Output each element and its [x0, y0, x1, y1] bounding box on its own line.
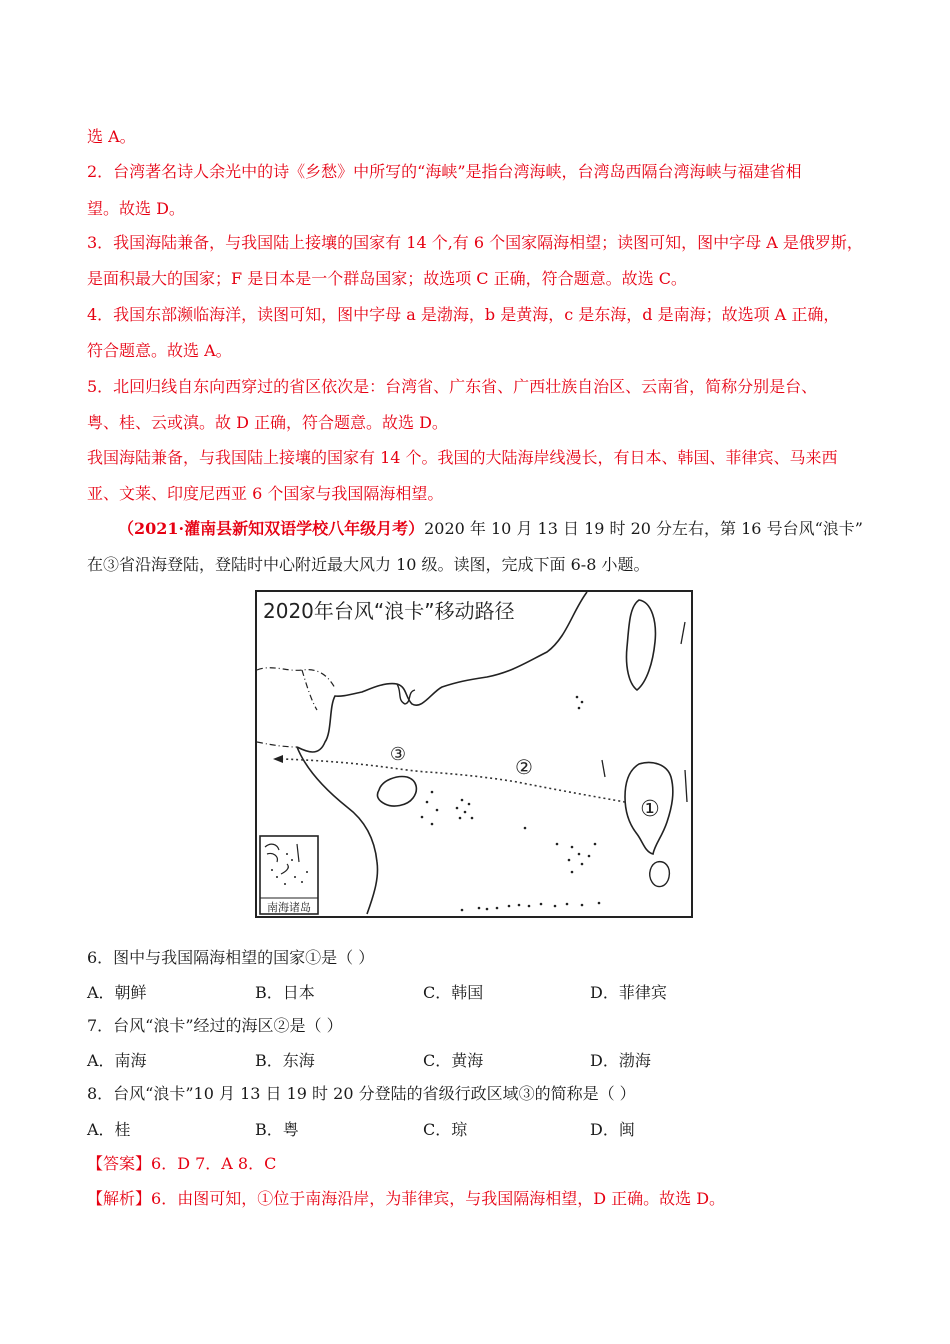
- question-6-stem: 6．图中与我国隔海相望的国家①是（ ）: [87, 948, 375, 967]
- q8-option-c: C．琼: [423, 1120, 468, 1139]
- q8-option-a: A．桂: [87, 1120, 131, 1139]
- answer-text-line: 符合题意。故选 A。: [87, 341, 232, 360]
- label-3: ③: [389, 744, 407, 765]
- border-line: [302, 670, 317, 710]
- q8-option-b: B．粤: [255, 1120, 299, 1139]
- answer-text-line: 亚、文莱、印度尼西亚 6 个国家与我国隔海相望。: [87, 484, 444, 503]
- intro-text-line2: 在③省沿海登陆，登陆时中心附近最大风力 10 级。读图，完成下面 6-8 小题。: [87, 555, 650, 574]
- intro-text: 2020 年 10 月 13 日 19 时 20 分左右，第 16 号台风“浪卡”: [424, 519, 863, 538]
- q6-option-a: A．朝鲜: [87, 983, 147, 1002]
- typhoon-path-arrow: [273, 755, 283, 763]
- hainan-island: [377, 777, 416, 806]
- analysis-tag: 【解析】: [87, 1189, 152, 1208]
- philippine-island: [650, 862, 670, 887]
- border-line: [257, 668, 335, 688]
- answer-text-line: 3．我国海陆兼备，与我国陆上接壤的国家有 14 个,有 6 个国家隔海相望；读图可知，图中字母 A 是俄罗斯，: [87, 233, 863, 252]
- question-source: （2021·灌南县新知双语学校八年级月考）: [118, 519, 425, 538]
- answer-text-line: 是面积最大的国家；F 是日本是一个群岛国家；故选项 C 正确，符合题意。故选 C。: [87, 269, 687, 288]
- analysis-line: [87, 1189, 725, 1209]
- answer-text-line: 2．台湾著名诗人余光中的诗《乡愁》中所写的“海峡”是指台湾海峡，台湾岛西隔台湾海峡与福建省相: [87, 162, 802, 181]
- answer-text-line: 望。故选 D。: [87, 199, 185, 218]
- answer-text-line: 4．我国东部濒临海洋，读图可知，图中字母 a 是渤海，b 是黄海，c 是东海，d 是南海；故选项 A 正确，: [87, 305, 840, 324]
- inset-label: 南海诸岛: [267, 901, 311, 914]
- map-drawing: [257, 592, 691, 916]
- q6-option-c: C．韩国: [423, 983, 484, 1002]
- answer-text-line: 粤、桂、云或滇。故 D 正确，符合题意。故选 D。: [87, 413, 448, 432]
- label-2: ②: [515, 755, 533, 779]
- answer-text-line: 5．北回归线自东向西穿过的省区依次是：台湾省、广东省、广西壮族自治区、云南省，简称分别是台、: [87, 377, 818, 396]
- answer-text: 6．D 7．A 8．C: [151, 1154, 277, 1173]
- q7-option-c: C．黄海: [423, 1051, 484, 1070]
- answer-line: [87, 1154, 276, 1174]
- answer-text-line: 我国海陆兼备，与我国陆上接壤的国家有 14 个。我国的大陆海岸线漫长，有日本、韩国、菲律宾、马来西: [87, 448, 838, 467]
- label-1: ①: [640, 797, 660, 822]
- q7-option-b: B．东海: [255, 1051, 315, 1070]
- question-intro: [118, 519, 863, 539]
- q6-option-b: B．日本: [255, 983, 315, 1002]
- answer-tag: 【答案】: [87, 1154, 152, 1173]
- boundary-mark: [681, 622, 685, 644]
- q6-option-d: D．菲律宾: [590, 983, 667, 1002]
- boundary-mark: [602, 760, 605, 777]
- taiwan-island: [626, 600, 655, 690]
- typhoon-path-map: [255, 590, 693, 918]
- q7-option-d: D．渤海: [590, 1051, 651, 1070]
- question-8-stem: 8．台风“浪卡”10 月 13 日 19 时 20 分登陆的省级行政区域③的简称是（ ）: [87, 1084, 636, 1103]
- q8-option-d: D．闽: [590, 1120, 635, 1139]
- south-china-sea-islands: [421, 696, 601, 912]
- analysis-text: 6．由图可知，①位于南海沿岸，为菲律宾，与我国隔海相望，D 正确。故选 D。: [151, 1189, 726, 1208]
- border-line: [257, 742, 297, 747]
- q7-option-a: A．南海: [87, 1051, 147, 1070]
- answer-text-line: 选 A。: [87, 127, 136, 146]
- question-7-stem: 7．台风“浪卡”经过的海区②是（ ）: [87, 1016, 343, 1035]
- boundary-mark: [685, 770, 687, 802]
- map-title: 2020年台风“浪卡”移动路径: [263, 599, 515, 623]
